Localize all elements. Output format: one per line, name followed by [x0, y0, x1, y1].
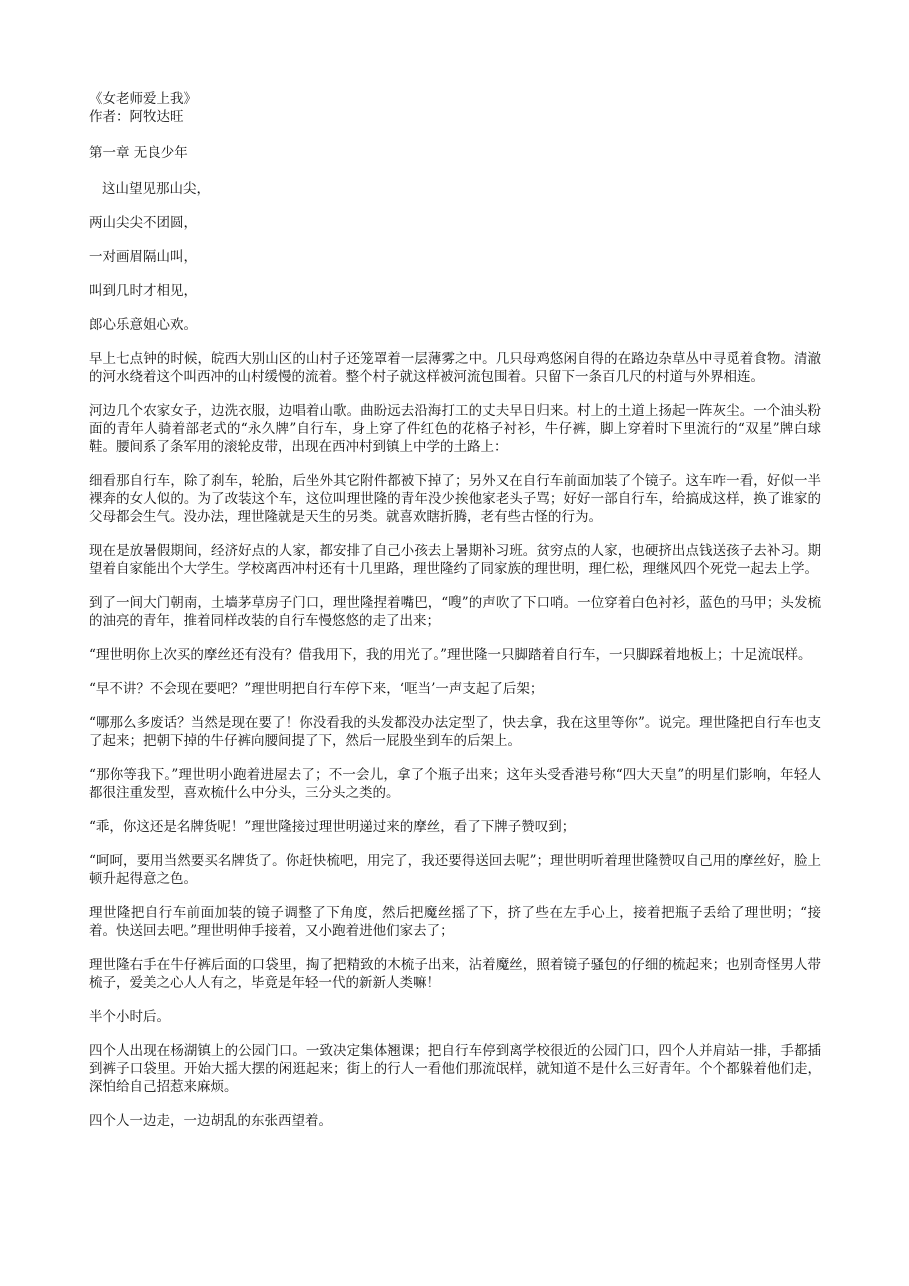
paragraph: “哪那么多废话？当然是现在要了！你没看我的头发都没办法定型了，快去拿，我在这里等你”。说完。理世隆把自行车也支了起来；把朝下掉的牛仔裤向腰间提了下，然后一屁股坐到车的后架上。 [89, 715, 821, 749]
paragraph: 河边几个农家女子，边洗衣服，边唱着山歌。曲盼远去沿海打工的丈夫早日归来。村上的土道上扬起一阵灰尘。一个油头粉面的青年人骑着部老式的“永久牌”自行车，身上穿了件红色的花格子衬衫，牛仔裤，脚上穿着时下里流行的“双星”牌白球鞋。腰间系了条军用的滚轮皮带，出现在西冲村到镇上中学的土路上： [89, 403, 821, 455]
paragraph: “那你等我下。”理世明小跑着进屋去了；不一会儿，拿了个瓶子出来；这年头受香港号称“四大天皇”的明星们影响，年轻人都很注重发型，喜欢梳什么中分头，三分头之类的。 [89, 767, 821, 801]
document-page [89, 90, 821, 1146]
paragraph: 早上七点钟的时候，皖西大别山区的山村子还笼罩着一层薄雾之中。几只母鸡悠闲自得的在路边杂草丛中寻觅着食物。清澈的河水绕着这个叫西冲的山村缓慢的流着。整个村子就这样被河流包围着。只留下一条百几尺的村道与外界相连。 [89, 351, 821, 385]
paragraph: 四个人出现在杨湖镇上的公园门口。一致决定集体翘课；把自行车停到离学校很近的公园门口，四个人并肩站一排，手都插到裤子口袋里。开始大摇大摆的闲逛起来；街上的行人一看他们那流氓样，就知道不是什么三好青年。个个都躲着他们走，深怕给自己招惹来麻烦。 [89, 1043, 821, 1095]
poem-line: 两山尖尖不团圆， [89, 215, 197, 231]
paragraph: “乖，你这还是名牌货呢！”理世隆接过理世明递过来的摩丝，看了下牌子赞叹到； [89, 819, 576, 835]
book-title: 《女老师爱上我》 [89, 91, 197, 107]
chapter-title: 第一章 无良少年 [89, 145, 188, 161]
paragraph: 现在是放暑假期间，经济好点的人家，都安排了自己小孩去上暑期补习班。贫穷点的人家，也硬挤出点钱送孩子去补习。期望着自家能出个大学生。学校离西冲村还有十几里路，理世隆约了同家族的理世明，理仁松，理继风四个死党一起去上学。 [89, 543, 821, 577]
poem-line: 一对画眉隔山叫， [89, 249, 197, 265]
paragraph: 半个小时后。 [89, 1009, 170, 1025]
paragraph: 到了一间大门朝南，土墙茅草房子门口，理世隆捏着嘴巴，“嗖”的声吹了下口哨。一位穿着白色衬衫，蓝色的马甲；头发梳的油亮的青年，推着同样改装的自行车慢悠悠的走了出来； [89, 595, 821, 629]
paragraph: “早不讲？不会现在要吧？”理世明把自行车停下来，‘哐当’一声支起了后架； [89, 681, 544, 697]
poem-line: 叫到几时才相见， [89, 283, 197, 299]
poem-line: 这山望见那山尖， [102, 181, 210, 197]
paragraph: 四个人一边走，一边胡乱的东张西望着。 [89, 1113, 332, 1129]
paragraph: 理世隆右手在牛仔裤后面的口袋里，掏了把精致的木梳子出来，沾着魔丝，照着镜子骚包的仔细的梳起来；也别奇怪男人带梳子，爱美之心人人有之，毕竟是年轻一代的新新人类嘛！ [89, 957, 821, 991]
paragraph: “呵呵，要用当然要买名牌货了。你赶快梳吧，用完了，我还要得送回去呢”；理世明听着理世隆赞叹自己用的摩丝好，脸上顿升起得意之色。 [89, 853, 821, 887]
poem-line: 郎心乐意姐心欢。 [89, 317, 197, 333]
author-line: 作者：阿牧达旺 [89, 109, 184, 125]
paragraph: “理世明你上次买的摩丝还有没有？借我用下，我的用光了。”理世隆一只脚踏着自行车，一只脚踩着地板上；十足流氓样。 [89, 647, 812, 663]
paragraph: 细看那自行车，除了刹车，轮胎，后坐外其它附件都被下掉了；另外又在自行车前面加装了个镜子。这车咋一看，好似一半裸奔的女人似的。为了改装这个车，这位叫理世隆的青年没少挨他家老头子骂；好好一部自行车，给搞成这样，换了谁家的父母都会生气。没办法，理世隆就是天生的另类。就喜欢瞎折腾，老有些古怪的行为。 [89, 473, 821, 525]
paragraph: 理世隆把自行车前面加装的镜子调整了下角度，然后把魔丝摇了下，挤了些在左手心上，接着把瓶子丢给了理世明；“接着。快送回去吧。”理世明伸手接着，又小跑着进他们家去了； [89, 905, 821, 939]
